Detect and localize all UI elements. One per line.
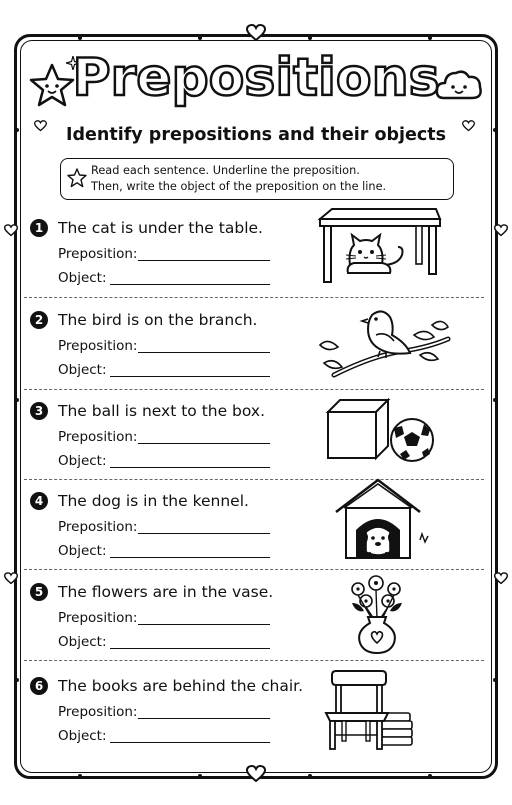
object-answer-line[interactable] xyxy=(110,467,270,468)
object-answer-line[interactable] xyxy=(110,648,270,649)
preposition-answer-line[interactable] xyxy=(138,260,270,261)
preposition-answer-line[interactable] xyxy=(138,533,270,534)
object-label: Object: xyxy=(58,728,107,744)
object-label: Object: xyxy=(58,270,107,286)
object-answer-line[interactable] xyxy=(110,376,270,377)
cat-under-table-icon xyxy=(318,207,442,285)
preposition-label: Preposition: xyxy=(58,610,138,626)
object-answer-line[interactable] xyxy=(110,557,270,558)
star-icon xyxy=(67,168,87,188)
question-sentence: The flowers are in the vase. xyxy=(58,583,274,601)
question-sentence: The books are behind the chair. xyxy=(58,677,304,695)
question-sentence: The bird is on the branch. xyxy=(58,311,258,329)
instructions-box xyxy=(60,158,454,200)
question-number: 5 xyxy=(30,583,48,601)
preposition-label: Preposition: xyxy=(58,519,138,535)
flowers-in-vase-icon xyxy=(342,573,412,657)
dog-in-kennel-icon xyxy=(332,478,432,562)
preposition-answer-line[interactable] xyxy=(138,718,270,719)
question-number: 2 xyxy=(30,311,48,329)
ball-next-to-box-icon xyxy=(324,398,436,464)
question-sentence: The cat is under the table. xyxy=(58,219,263,237)
question-sentence: The ball is next to the box. xyxy=(58,402,266,420)
preposition-answer-line[interactable] xyxy=(138,352,270,353)
preposition-label: Preposition: xyxy=(58,246,138,262)
instruction-line: Read each sentence. Underline the preposition. xyxy=(91,164,360,177)
preposition-label: Preposition: xyxy=(58,338,138,354)
object-label: Object: xyxy=(58,362,107,378)
section-divider xyxy=(24,569,484,570)
bird-on-branch-icon xyxy=(314,305,454,381)
object-label: Object: xyxy=(58,453,107,469)
instruction-line: Then, write the object of the preposition on the line. xyxy=(91,180,387,193)
object-answer-line[interactable] xyxy=(110,284,270,285)
page-title: Prepositions xyxy=(72,48,440,108)
question-number: 4 xyxy=(30,492,48,510)
preposition-label: Preposition: xyxy=(58,704,138,720)
question-number: 3 xyxy=(30,402,48,420)
question-number: 1 xyxy=(30,219,48,237)
question-sentence: The dog is in the kennel. xyxy=(58,492,249,510)
books-behind-chair-icon xyxy=(322,667,418,751)
section-divider xyxy=(24,660,484,661)
preposition-answer-line[interactable] xyxy=(138,624,270,625)
section-divider xyxy=(24,297,484,298)
object-answer-line[interactable] xyxy=(110,742,270,743)
page-subtitle: Identify prepositions and their objects xyxy=(65,125,447,145)
question-number: 6 xyxy=(30,677,48,695)
object-label: Object: xyxy=(58,543,107,559)
preposition-label: Preposition: xyxy=(58,429,138,445)
preposition-answer-line[interactable] xyxy=(138,443,270,444)
object-label: Object: xyxy=(58,634,107,650)
section-divider xyxy=(24,389,484,390)
